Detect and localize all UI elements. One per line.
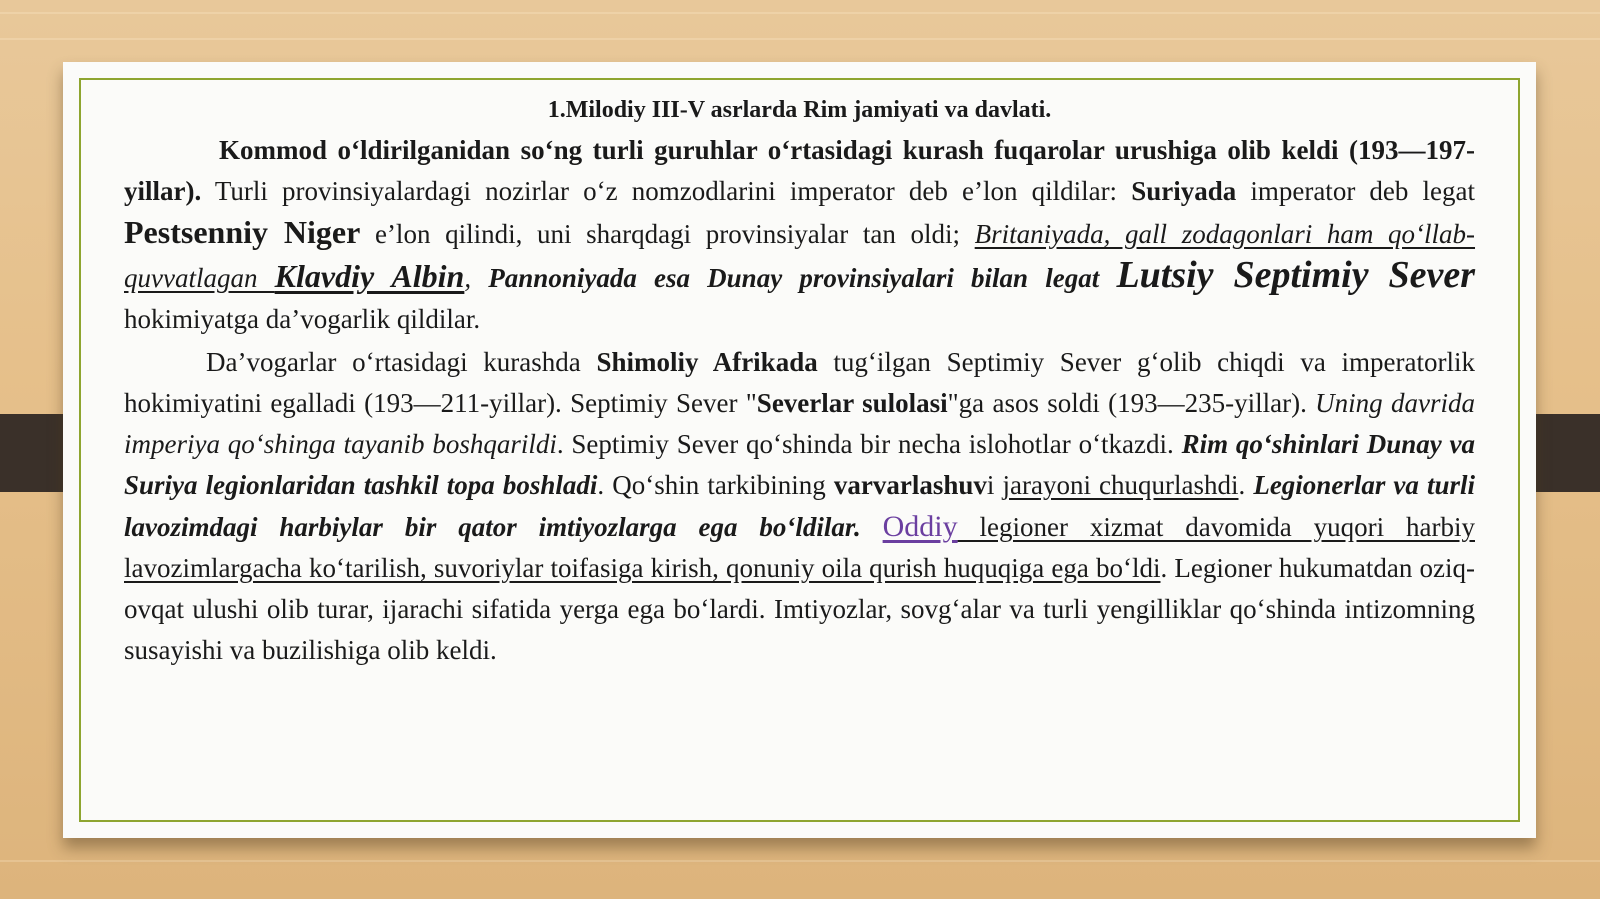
text-run: Uning davrida imperiya qo‘shinga tayanib boshqarildi xyxy=(124,388,1475,459)
text-run: Kommod o‘ldirilganidan so‘ng turli guruhlar o‘rtasidagi kurash fuqarolar urushiga olib keldi (193—197-yillar). xyxy=(124,135,1475,206)
text-run: i xyxy=(986,470,1003,500)
text-run: hokimiyatga da’vogarlik qildilar. xyxy=(124,304,481,334)
text-run: varvarlashuv xyxy=(833,470,987,500)
text-run: Britaniyada, gall zodagonlari ham qo‘llab-quvvatlagan xyxy=(124,219,1476,293)
paragraph-2 xyxy=(124,342,1475,671)
oddiy-link[interactable]: Oddiy xyxy=(882,510,958,543)
background-streak xyxy=(0,860,1600,862)
text-run: . Septimiy Sever qo‘shinda bir necha islohotlar o‘tkazdi. xyxy=(556,429,1182,459)
text-run: . Legioner hukumatdan oziq-ovqat ulushi olib turar, ijarachi sifatida yerga ega bo‘lardi. Imtiyozlar, sovg‘alar va turli yengilliklar qo‘shinda intizomning susayishi va buzilishiga olib keldi. xyxy=(124,553,1475,665)
text-run: Pestsenniy Niger xyxy=(124,214,361,250)
text-run: Shimoliy Afrikada xyxy=(596,347,818,377)
text-run: imperator deb legat xyxy=(1236,176,1475,206)
text-run: tug‘ilgan Septimiy Sever g‘olib chiqdi va imperatorlik hokimiyatini egalladi (193—211-yillar). Septimiy Sever " xyxy=(124,347,1476,418)
text-run: , xyxy=(464,263,489,293)
text-run: Rim qo‘shinlari Dunay va Suriya legionlaridan tashkil topa boshladi xyxy=(124,429,1476,500)
text-run: Legionerlar va turli lavozimdagi harbiylar bir qator imtiyozlarga ega bo‘ldilar. xyxy=(124,470,1475,542)
text-run: . xyxy=(1238,470,1254,500)
text-run: legioner xizmat davomida yuqori harbiy lavozimlargacha ko‘tarilish, suvoriylar toifasiga kirish, qonuniy oila qurish huquqiga ega bo‘ldi xyxy=(124,512,1475,583)
text-run: e’lon qilindi, uni sharqdagi provinsiyalar tan oldi; xyxy=(360,219,975,249)
text-run: Pannoniyada esa Dunay provinsiyalari bilan legat xyxy=(488,263,1100,293)
background-streak xyxy=(0,38,1600,40)
text-run: Klavdiy Albin xyxy=(274,258,465,294)
text-run: Severlar sulolasi xyxy=(756,388,948,418)
slide-heading: 1.Milodiy III-V asrlarda Rim jamiyati va davlati. xyxy=(547,97,1052,123)
text-run: Lutsiy Septimiy Sever xyxy=(1116,254,1476,296)
text-run xyxy=(861,512,883,542)
paragraph-1 xyxy=(124,130,1475,340)
background-streak xyxy=(0,12,1600,14)
slide-card xyxy=(63,62,1536,838)
slide-content xyxy=(124,92,1475,671)
text-run: . Qo‘shin tarkibining xyxy=(597,470,834,500)
text-run: Turli provinsiyalardagi nozirlar o‘z nomzodlarini imperator deb e’lon qildilar: xyxy=(201,176,1132,206)
text-run: Suriyada xyxy=(1131,176,1237,206)
text-run: "ga asos soldi (193—235-yillar). xyxy=(947,388,1316,418)
text-run: jarayoni chuqurlashdi xyxy=(1002,470,1239,500)
text-run: Da’vogarlar o‘rtasidagi kurashda xyxy=(206,347,597,377)
